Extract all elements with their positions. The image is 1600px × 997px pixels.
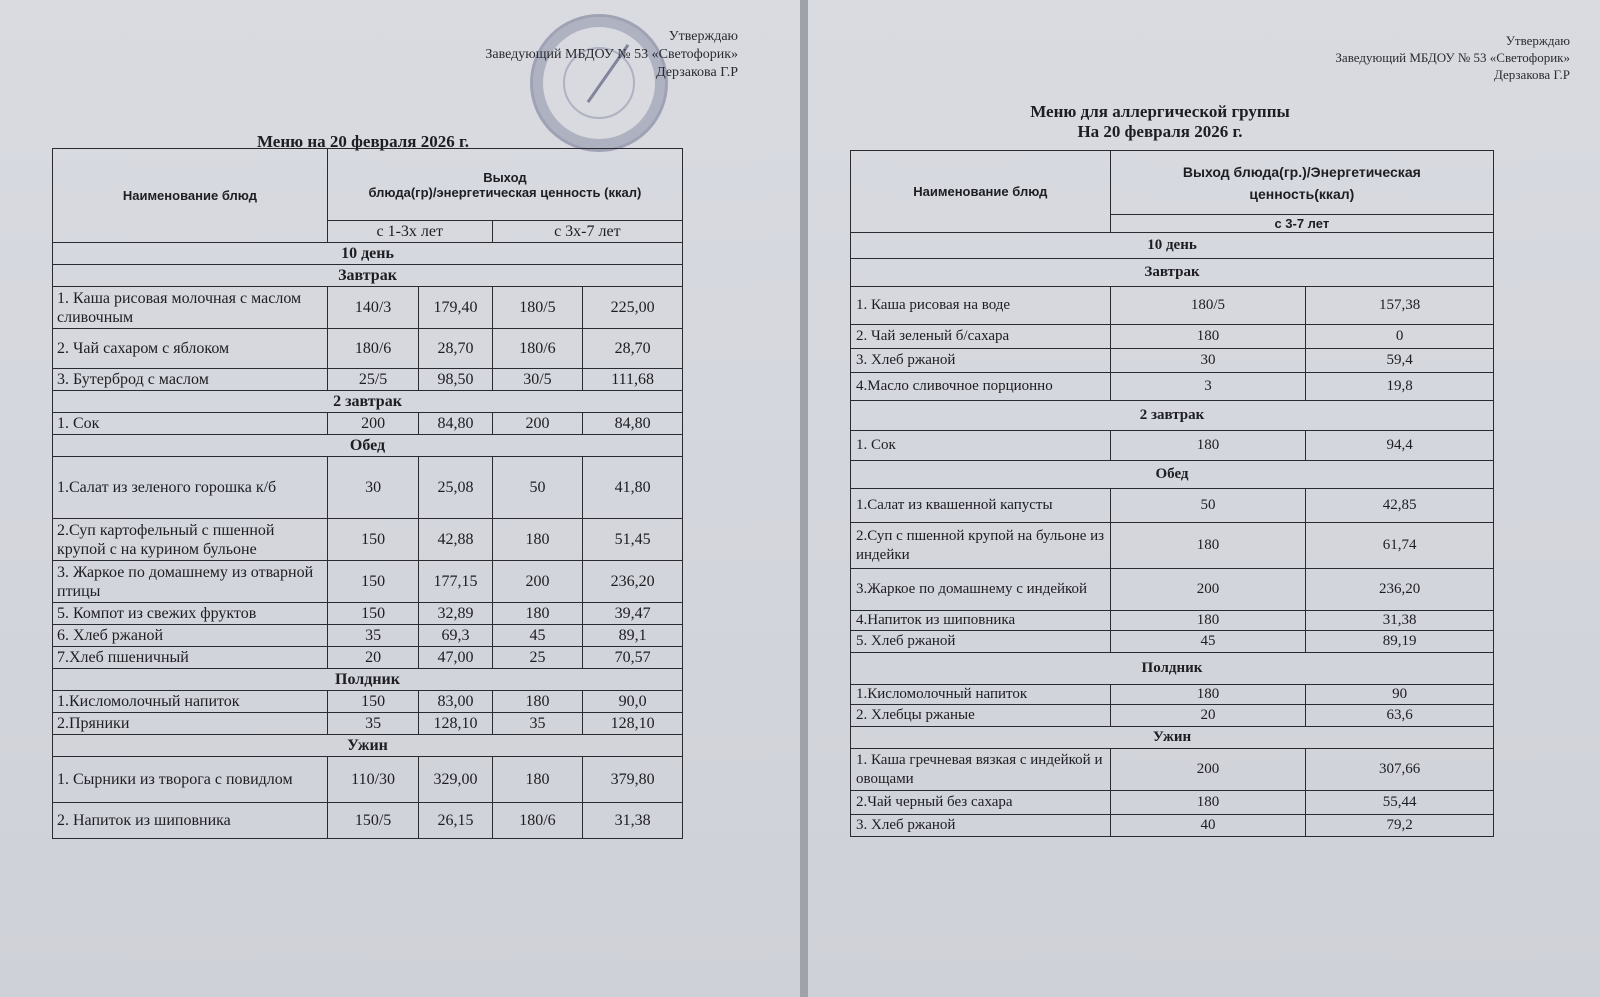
approval-block <box>1335 32 1570 83</box>
table-row: 1. Сок 200 84,80 200 84,80 <box>53 413 683 435</box>
section-snack: Полдник <box>851 653 1494 685</box>
approval-person: Дерзакова Г.Р <box>656 65 738 80</box>
table-row: 3. Жаркое по домашнему из отварной птицы 150 177,15 200 236,20 <box>53 561 683 603</box>
section-lunch: Обед <box>851 461 1494 489</box>
table-row: 2. Напиток из шиповника 150/5 26,15 180/6 31,38 <box>53 803 683 839</box>
section-breakfast: Завтрак <box>53 265 683 287</box>
column-header-dish: Наименование блюд <box>53 149 328 243</box>
column-header-output <box>327 149 682 221</box>
table-row: 1.Кисломолочный напиток 150 83,00 180 90,0 <box>53 691 683 713</box>
approval-position: Заведующий МБДОУ № 53 «Светофорик» <box>1335 50 1570 65</box>
day-label: 10 день <box>53 243 683 265</box>
section-dinner: Ужин <box>53 735 683 757</box>
age-group-1-3: с 1-3х лет <box>327 221 492 243</box>
allergy-title-line: Меню для аллергической группы <box>1030 102 1290 121</box>
table-row: 2.Суп картофельный с пшенной крупой с на курином бульоне 150 42,88 180 51,45 <box>53 519 683 561</box>
output-sublabel: ценность(ккал) <box>1249 185 1355 202</box>
section-snack: Полдник <box>53 669 683 691</box>
table-row: 3. Хлеб ржаной 30 59,4 <box>851 349 1494 373</box>
day-label: 10 день <box>851 233 1494 259</box>
table-row: 1.Салат из квашенной капусты 50 42,85 <box>851 489 1494 523</box>
table-row: 1.Салат из зеленого горошка к/б 30 25,08 50 41,80 <box>53 457 683 519</box>
section-breakfast: Завтрак <box>851 259 1494 287</box>
table-row: 1.Кисломолочный напиток 180 90 <box>851 685 1494 705</box>
table-row: 4.Масло сливочное порционно 3 19,8 <box>851 373 1494 401</box>
table-row: 2.Суп с пшенной крупой на бульоне из индейки 180 61,74 <box>851 523 1494 569</box>
page-title: Меню на 20 февраля 2026 г. <box>256 132 470 151</box>
table-row: 7.Хлеб пшеничный 20 47,00 25 70,57 <box>53 647 683 669</box>
age-group-3-7: с 3-7 лет <box>1110 215 1493 233</box>
column-header-dish: Наименование блюд <box>851 151 1111 233</box>
section-second-breakfast: 2 завтрак <box>851 401 1494 431</box>
table-row: 1. Сок 180 94,4 <box>851 431 1494 461</box>
table-row: 6. Хлеб ржаной 35 69,3 45 89,1 <box>53 625 683 647</box>
table-row: 2. Чай зеленый б/сахара 180 0 <box>851 325 1494 349</box>
table-row: 2. Хлебцы ржаные 20 63,6 <box>851 705 1494 727</box>
table-row: 3. Бутерброд с маслом 25/5 98,50 30/5 111,68 <box>53 369 683 391</box>
section-second-breakfast: 2 завтрак <box>53 391 683 413</box>
approval-block <box>485 28 738 82</box>
menu-table <box>52 148 683 839</box>
table-row: 5. Компот из свежих фруктов 150 32,89 180 39,47 <box>53 603 683 625</box>
output-sublabel: блюда(гр)/энергетическая ценность (ккал) <box>368 184 642 200</box>
approval-person: Дерзакова Г.Р <box>1493 67 1570 82</box>
output-label: Выход блюда(гр.)/Энергетическая <box>1182 163 1421 180</box>
allergy-menu-table <box>850 150 1494 837</box>
allergy-menu-title <box>848 102 1472 142</box>
approval-position: Заведующий МБДОУ № 53 «Светофорик» <box>485 47 738 62</box>
table-row: 3.Жаркое по домашнему с индейкой 200 236,20 <box>851 569 1494 611</box>
column-header-output <box>1110 151 1493 215</box>
table-row: 1. Сырники из творога с повидлом 110/30 329,00 180 379,80 <box>53 757 683 803</box>
table-row: 2.Чай черный без сахара 180 55,44 <box>851 791 1494 815</box>
table-row: 2. Чай сахаром с яблоком 180/6 28,70 180/6 28,70 <box>53 329 683 369</box>
table-row: 5. Хлеб ржаной 45 89,19 <box>851 631 1494 653</box>
table-row: 1. Каша рисовая молочная с маслом сливочным 140/3 179,40 180/5 225,00 <box>53 287 683 329</box>
approval-word: Утверждаю <box>668 29 738 44</box>
table-row: 4.Напиток из шиповника 180 31,38 <box>851 611 1494 631</box>
table-row: 1. Каша гречневая вязкая с индейкой и овощами 200 307,66 <box>851 749 1494 791</box>
table-row: 2.Пряники 35 128,10 35 128,10 <box>53 713 683 735</box>
allergy-date-line: На 20 февраля 2026 г. <box>1077 122 1243 141</box>
section-dinner: Ужин <box>851 727 1494 749</box>
output-label: Выход <box>483 169 527 185</box>
age-group-3-7: с 3х-7 лет <box>492 221 682 243</box>
table-row: 1. Каша рисовая на воде 180/5 157,38 <box>851 287 1494 325</box>
section-lunch: Обед <box>53 435 683 457</box>
approval-word: Утверждаю <box>1505 33 1570 48</box>
table-row: 3. Хлеб ржаной 40 79,2 <box>851 815 1494 837</box>
